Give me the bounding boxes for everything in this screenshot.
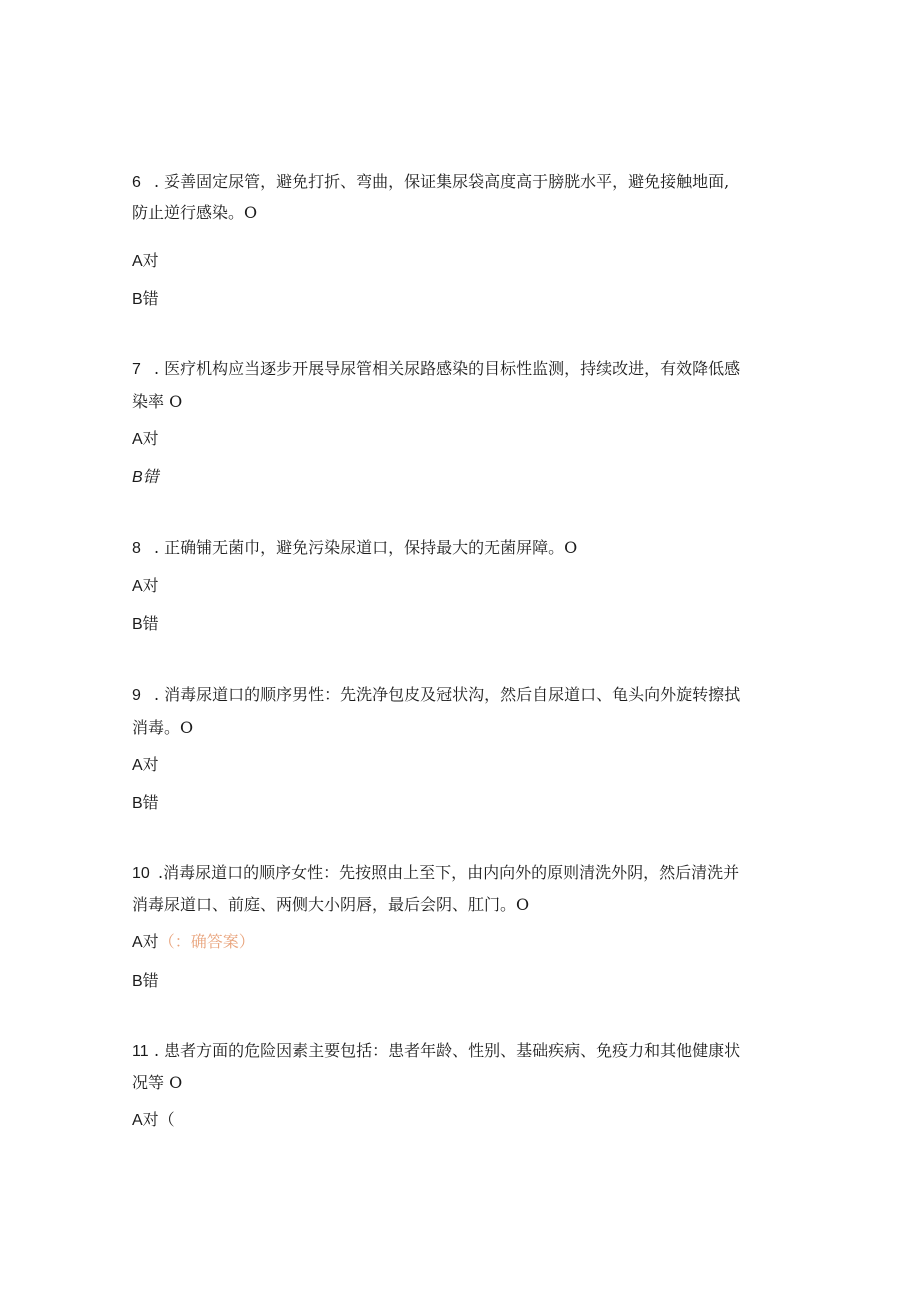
question-text: . 妥善固定尿管，避免打折、弯曲，保证集尿袋高度高于膀胱水平，避免接触地面, [154,172,730,191]
question-9-option-b[interactable] [132,793,159,814]
option-text: 错 [142,467,159,486]
option-text: 错 [142,971,159,990]
option-text: 对 [142,932,159,951]
question-10-option-b[interactable] [132,971,159,992]
question-11-line1 [132,1041,740,1062]
question-text: . 患者方面的危险因素主要包括：患者年龄、性别、基础疾病、免疫力和其他健康状 [154,1041,741,1060]
option-text: 错 [142,289,159,308]
question-9-line2: 消毒。O [132,718,194,737]
option-letter: B [132,795,143,812]
answer-note: （：确答案） [158,932,255,951]
question-6-line2: 防止逆行感染。O [132,203,258,222]
question-6-option-a[interactable] [132,251,159,272]
question-8-option-a[interactable] [132,576,159,597]
option-text: 对 [142,755,159,774]
question-7-option-a[interactable] [132,429,159,450]
question-text: . 医疗机构应当逐步开展导尿管相关尿路感染的目标性监测，持续改进，有效降低感 [154,359,741,378]
question-number: 7 [132,361,141,378]
question-6-line1 [132,172,729,193]
question-11-option-a[interactable] [132,1110,175,1131]
option-letter: A [132,253,143,270]
question-text: . 正确铺无菌巾，避免污染尿道口，保持最大的无菌屏障。O [154,538,578,557]
option-letter: A [132,934,143,951]
option-text: 错 [142,793,159,812]
question-text: . 消毒尿道口的顺序男性：先洗净包皮及冠状沟，然后自尿道口、龟头向外旋转擦拭 [154,685,741,704]
question-number: 9 [132,687,141,704]
option-letter: A [132,757,143,774]
question-number: 6 [132,174,141,191]
question-text: .消毒尿道口的顺序女性：先按照由上至下，由内向外的原则清洗外阴，然后清洗并 [158,863,740,882]
option-letter: B [132,469,143,486]
option-text: 对 [142,429,159,448]
option-letter: A [132,1112,143,1129]
question-10-option-a[interactable] [132,932,255,953]
question-7-option-b[interactable] [132,467,159,488]
question-7-line1 [132,359,740,380]
option-letter: B [132,616,143,633]
question-8-line1 [132,538,577,559]
question-10-line1 [132,863,739,884]
option-letter: A [132,578,143,595]
question-number: 8 [132,540,141,557]
question-8-option-b[interactable] [132,614,159,635]
question-number: 10 [132,865,150,882]
option-letter: B [132,973,143,990]
question-7-line2: 染率 O [132,392,183,411]
question-6-option-b[interactable] [132,289,159,310]
option-text: 对（ [142,1110,175,1129]
option-letter: B [132,291,143,308]
question-11-line2: 况等 O [132,1073,183,1092]
option-text: 对 [142,576,159,595]
option-letter: A [132,431,143,448]
question-9-option-a[interactable] [132,755,159,776]
option-text: 错 [142,614,159,633]
option-text: 对 [142,251,159,270]
question-9-line1 [132,685,740,706]
question-10-line2: 消毒尿道口、前庭、两侧大小阴唇，最后会阴、肛门。O [132,895,530,914]
question-number: 11 [132,1043,149,1060]
